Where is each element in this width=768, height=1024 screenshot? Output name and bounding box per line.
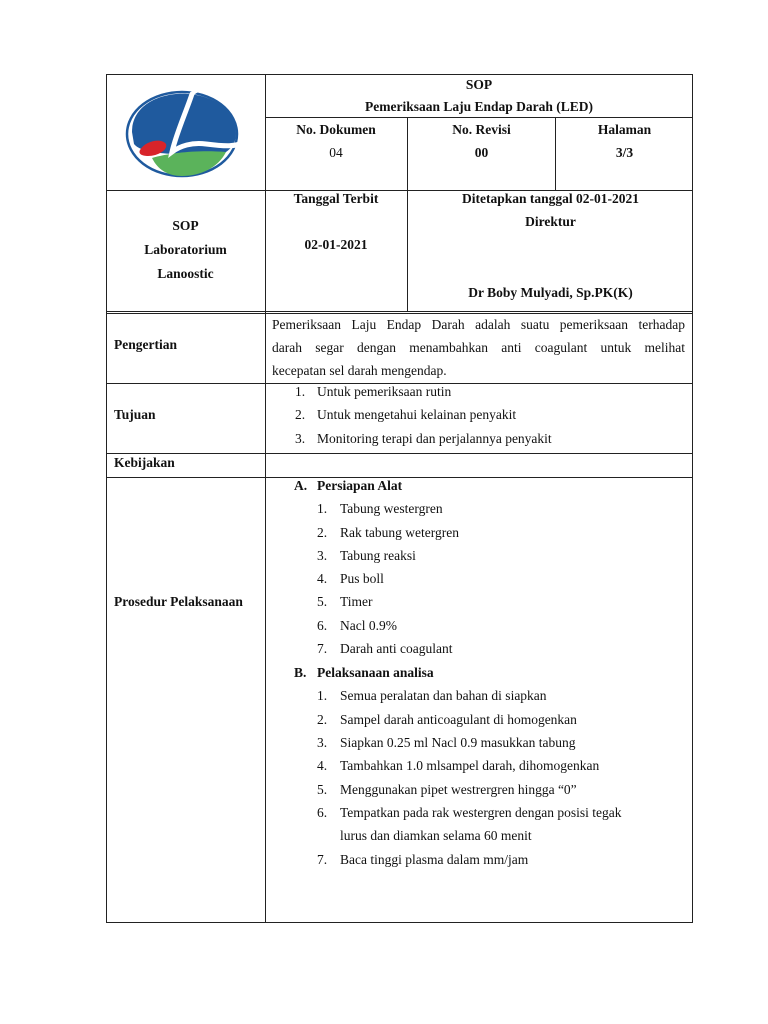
jabatan-direktur: Direktur — [525, 214, 576, 229]
langkah-number: 7. — [317, 852, 328, 867]
nama-direktur: Dr Boby Mulyadi, Sp.PK(K) — [468, 285, 633, 300]
langkah-item: Tambahkan 1.0 mlsampel darah, dihomogenkan — [340, 758, 600, 773]
pengertian-label: Pengertian — [114, 337, 177, 352]
tujuan-item: Untuk pemeriksaan rutin — [317, 384, 452, 399]
alat-number: 5. — [317, 594, 328, 609]
alat-number: 2. — [317, 525, 328, 540]
section-a-title: Persiapan Alat — [317, 478, 403, 493]
langkah-item: Siapkan 0.25 ml Nacl 0.9 masukkan tabung — [340, 735, 576, 750]
section-b-marker: B. — [294, 665, 307, 680]
tujuan-number: 2. — [295, 407, 306, 422]
langkah-item: Menggunakan pipet westrergren hingga “0” — [340, 782, 577, 797]
ditetapkan-cell — [408, 190, 693, 311]
lab-line-2: Laboratorium — [144, 242, 227, 257]
lab-line-1: SOP — [172, 218, 199, 233]
tujuan-item: Untuk mengetahui kelainan penyakit — [317, 407, 517, 422]
langkah-number: 3. — [317, 735, 328, 750]
no-revisi-value: 00 — [474, 145, 489, 160]
alat-number: 1. — [317, 501, 328, 516]
pengertian-line-2: darah segar dengan menambahkan anti coagulant untuk melihat — [272, 340, 685, 355]
pengertian-line-3: kecepatan sel darah mengendap. — [272, 363, 447, 378]
alat-item: Rak tabung wetergren — [340, 525, 459, 540]
halaman-label: Halaman — [597, 122, 652, 137]
langkah-number: 5. — [317, 782, 328, 797]
langkah-number: 1. — [317, 688, 328, 703]
header-title-cell — [265, 74, 693, 118]
langkah-number: 2. — [317, 712, 328, 727]
alat-item: Tabung westergren — [340, 501, 443, 516]
tujuan-number: 1. — [295, 384, 306, 399]
info-bottom-divider — [106, 311, 693, 312]
tujuan-item: Monitoring terapi dan perjalannya penyakit — [317, 431, 552, 446]
alat-item: Tabung reaksi — [340, 548, 416, 563]
alat-number: 3. — [317, 548, 328, 563]
langkah-item: Tempatkan pada rak westergren dengan posisi tegak — [340, 805, 622, 820]
langkah-number: 6. — [317, 805, 328, 820]
tanggal-terbit-label: Tanggal Terbit — [293, 191, 379, 206]
alat-item: Pus boll — [340, 571, 384, 586]
pengertian-line-1: Pemeriksaan Laju Endap Darah adalah suatu pemeriksaan terhadap — [272, 317, 685, 332]
doc-type-label: SOP — [465, 77, 493, 92]
lab-line-3: Lanoostic — [157, 266, 214, 281]
lab-name-cell — [106, 214, 265, 286]
section-b-title: Pelaksanaan analisa — [317, 665, 434, 680]
alat-number: 7. — [317, 641, 328, 656]
langkah-number: 4. — [317, 758, 328, 773]
no-revisi-label: No. Revisi — [452, 122, 511, 137]
tujuan-label: Tujuan — [114, 407, 156, 422]
langkah-item: Semua peralatan dan bahan di siapkan — [340, 688, 547, 703]
tanggal-terbit-value: 02-01-2021 — [304, 237, 368, 252]
prosedur-content — [265, 477, 693, 922]
langkah-item-continuation: lurus dan diamkan selama 60 menit — [340, 828, 532, 843]
section-a-marker: A. — [294, 478, 308, 493]
tujuan-bottom-divider — [106, 453, 693, 454]
alat-number: 4. — [317, 571, 328, 586]
tujuan-number: 3. — [295, 431, 306, 446]
no-revisi-cell — [408, 118, 555, 164]
no-dokumen-cell — [265, 118, 407, 164]
ditetapkan-label: Ditetapkan tanggal 02-01-2021 — [461, 191, 639, 206]
laboratory-logo — [122, 82, 252, 182]
tanggal-terbit-cell — [265, 190, 407, 311]
tujuan-list — [265, 383, 693, 453]
alat-item: Darah anti coagulant — [340, 641, 453, 656]
langkah-item: Baca tinggi plasma dalam mm/jam — [340, 852, 529, 867]
halaman-value: 3/3 — [615, 145, 634, 160]
no-dokumen-value: 04 — [329, 145, 343, 160]
doc-title: Pemeriksaan Laju Endap Darah (LED) — [364, 99, 594, 114]
kebijakan-label: Kebijakan — [114, 455, 175, 470]
alat-item: Nacl 0.9% — [340, 618, 397, 633]
table-border-bottom — [106, 922, 693, 923]
pengertian-text — [272, 313, 685, 382]
halaman-cell — [556, 118, 693, 164]
table-border-left — [106, 74, 107, 923]
alat-item: Timer — [340, 594, 373, 609]
langkah-item: Sampel darah anticoagulant di homogenkan — [340, 712, 577, 727]
alat-number: 6. — [317, 618, 328, 633]
prosedur-label: Prosedur Pelaksanaan — [114, 594, 243, 609]
no-dokumen-label: No. Dokumen — [296, 122, 376, 137]
